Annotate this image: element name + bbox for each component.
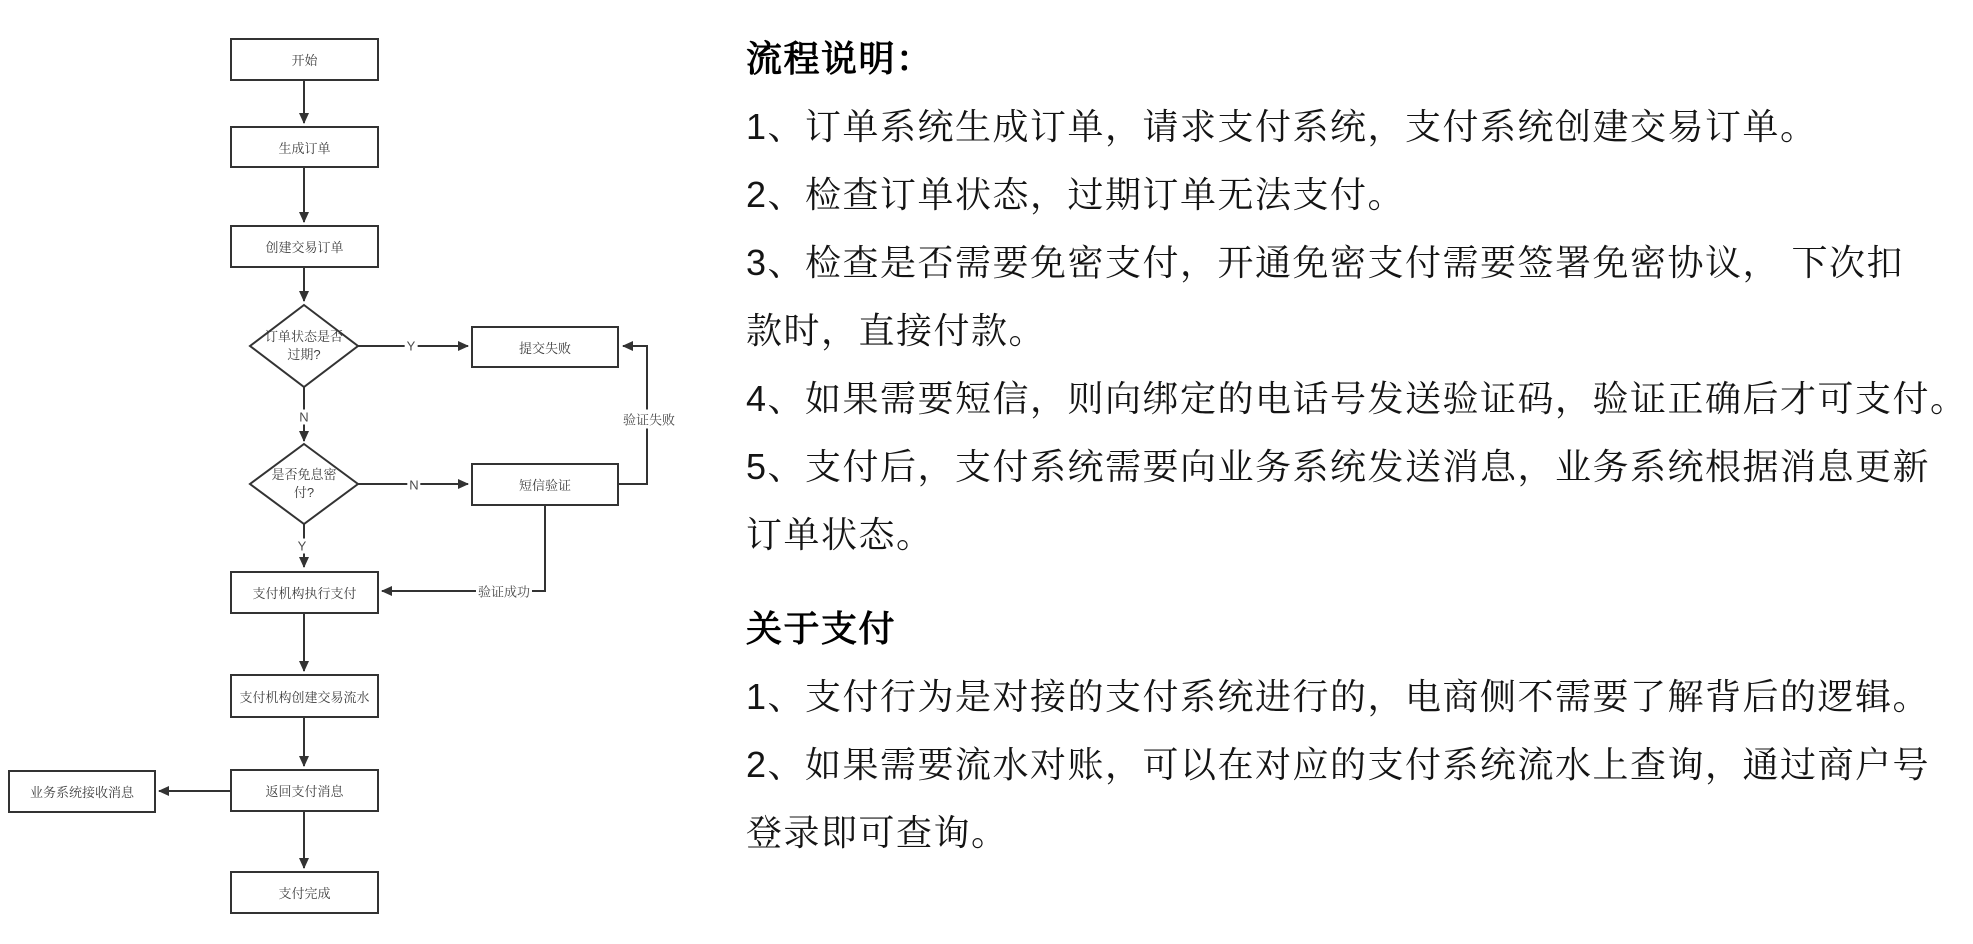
node-submit-fail: 提交失败: [471, 326, 619, 368]
notes-title: 流程说明：: [746, 37, 934, 79]
about-line: 1、支付行为是对接的支付系统进行的，电商侧不需要了解背后的逻辑。: [746, 675, 1931, 717]
notes-panel: [746, 22, 1973, 864]
edge-label-verify-success: 验证成功: [476, 582, 532, 601]
decision-line: 付?: [293, 485, 315, 500]
node-return-msg: 返回支付消息: [230, 769, 379, 812]
node-start: 开始: [230, 38, 379, 81]
notes-line: 1、订单系统生成订单，请求支付系统，支付系统创建交易订单。: [746, 105, 1818, 147]
decision-line: 过期?: [287, 347, 321, 362]
about-lines: [746, 660, 1973, 864]
about-line: 2、如果需要流水对账，可以在对应的支付系统流水上查询，通过商户号: [746, 743, 1931, 785]
edge-label-yes-password: Y: [297, 538, 307, 554]
notes-line: 4、如果需要短信，则向绑定的电话号发送验证码，验证正确后才可支付。: [746, 377, 1968, 419]
flow-arrow-verify-success: [382, 506, 545, 591]
node-create-trade-order: 创建交易订单: [230, 225, 379, 268]
node-exec-pay: 支付机构执行支付: [230, 571, 379, 614]
notes-line: 款时，直接付款。: [746, 309, 1047, 351]
edge-label-yes-expired: Y: [406, 338, 416, 354]
node-biz-receive: 业务系统接收消息: [8, 770, 156, 813]
notes-lines: [746, 90, 1973, 566]
node-pay-done: 支付完成: [230, 871, 379, 914]
notes-line: 2、检查订单状态，过期订单无法支付。: [746, 173, 1406, 215]
node-create-flow: 支付机构创建交易流水: [230, 674, 379, 718]
notes-line: 5、支付后，支付系统需要向业务系统发送消息，业务系统根据消息更新: [746, 445, 1931, 487]
node-generate-order: 生成订单: [230, 126, 379, 168]
edge-label-verify-fail: 验证失败: [621, 410, 677, 429]
about-line: 登录即可查询。: [746, 811, 1009, 853]
decision-line: 是否免息密: [271, 467, 337, 482]
edge-label-no-expired: N: [299, 409, 309, 425]
decision-line: 订单状态是否: [264, 329, 343, 344]
flowchart: [0, 0, 700, 944]
decision-order-expired-label: [259, 324, 349, 368]
about-title: 关于支付: [746, 607, 897, 649]
edge-label-no-password: N: [409, 477, 419, 493]
decision-no-password-pay-label: [268, 462, 340, 506]
notes-line: 3、检查是否需要免密支付，开通免密支付需要签署免密协议， 下次扣: [746, 241, 1905, 283]
notes-line: 订单状态。: [746, 513, 934, 555]
node-sms-verify: 短信验证: [471, 463, 619, 506]
